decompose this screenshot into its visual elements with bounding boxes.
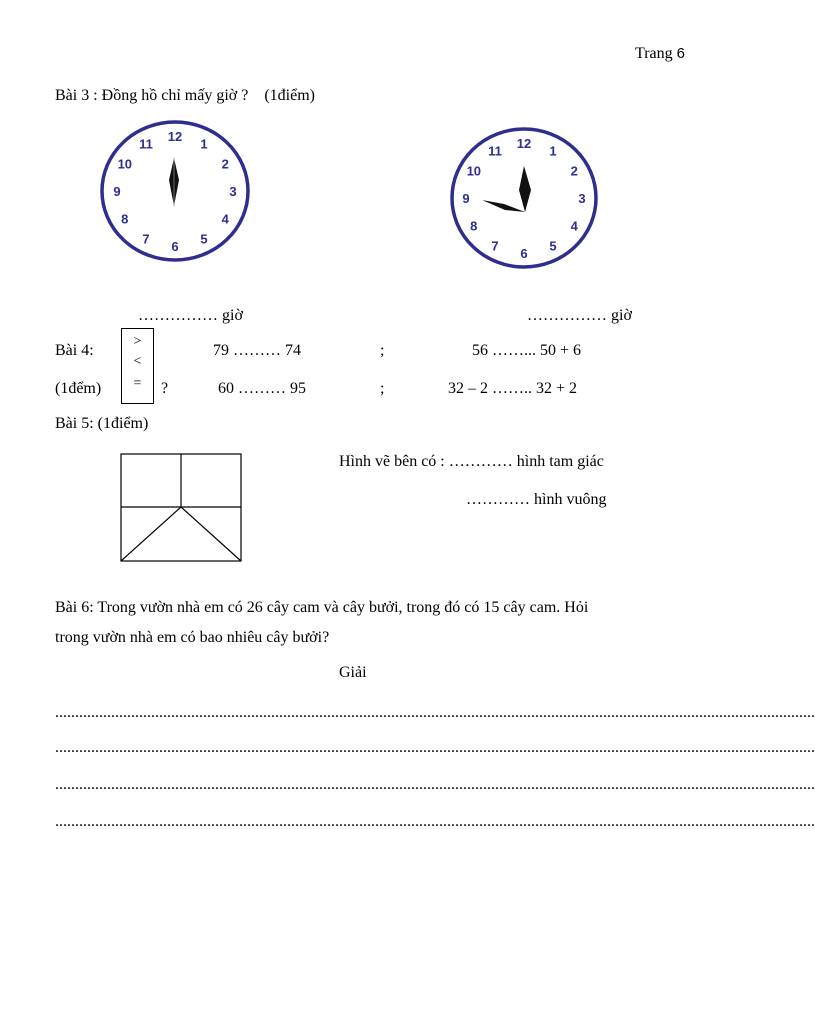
bai5-title: Bài 5: (1điểm) xyxy=(55,415,149,432)
square-count-prompt[interactable]: ………… hình vuông xyxy=(466,491,607,508)
bai3-heading xyxy=(55,88,315,104)
separator: ; xyxy=(380,342,385,359)
page-label: Trang xyxy=(635,45,673,62)
clock-right-number: 9 xyxy=(462,191,470,206)
clock-left-answer[interactable]: …………… giờ xyxy=(138,307,243,324)
page-number-value: 6 xyxy=(676,45,685,62)
answer-line[interactable]: .............................................................................................................................................................................................. xyxy=(55,739,815,756)
sign-equal: = xyxy=(133,376,142,391)
comparison-signs-box xyxy=(121,328,154,404)
clock-right-number: 4 xyxy=(570,218,578,234)
clock-left-number: 1 xyxy=(200,136,208,152)
compare-4[interactable]: 32 – 2 …….. 32 + 2 xyxy=(448,380,578,397)
clock-left-number: 4 xyxy=(221,211,229,227)
clock-right-number: 7 xyxy=(491,238,499,254)
bai4-question-mark: ? xyxy=(161,380,169,397)
clock-right-answer[interactable]: …………… giờ xyxy=(527,307,632,324)
bai3-points: (1điểm) xyxy=(264,87,315,104)
clock-left-number: 9 xyxy=(113,184,121,199)
clock-right-number: 5 xyxy=(549,238,557,254)
bai6-problem-line2: trong vườn nhà em có bao nhiêu cây bưởi? xyxy=(55,629,330,646)
compare-3[interactable]: 60 ……… 95 xyxy=(218,380,306,397)
clock-right-number: 8 xyxy=(470,218,478,234)
clock-left-number: 7 xyxy=(142,231,150,247)
clock-left xyxy=(97,118,253,264)
clock-right-number: 11 xyxy=(488,143,502,159)
clock-right-number: 6 xyxy=(520,246,528,261)
answer-line[interactable]: .............................................................................................................................................................................................. xyxy=(55,704,815,721)
clock-left-number: 8 xyxy=(121,211,129,227)
answer-line[interactable]: .............................................................................................................................................................................................. xyxy=(55,776,815,793)
clock-left-number: 12 xyxy=(167,129,183,144)
triangle-count-prompt[interactable]: Hình vẽ bên có : ………… hình tam giác xyxy=(339,453,604,470)
clock-left-number: 11 xyxy=(139,136,153,152)
clock-left-number: 6 xyxy=(171,239,179,254)
bai4-points: (1đểm) xyxy=(55,380,102,397)
bai3-title: Bài 3 : Đồng hồ chỉ mấy giờ ? xyxy=(55,87,249,104)
sign-greater: > xyxy=(133,334,142,349)
solution-label: Giải xyxy=(339,664,367,681)
clock-right-number: 3 xyxy=(578,191,586,206)
separator: ; xyxy=(380,380,385,397)
clock-right-number: 12 xyxy=(516,136,532,151)
clock-right xyxy=(449,126,605,276)
clock-left-number: 3 xyxy=(229,184,237,199)
bai4-title: Bài 4: xyxy=(55,342,94,359)
sign-less: < xyxy=(133,354,142,369)
compare-2[interactable]: 56 ……... 50 + 6 xyxy=(472,342,582,359)
clock-left-number: 5 xyxy=(200,231,208,247)
clock-left-number: 10 xyxy=(117,156,133,172)
compare-1[interactable]: 79 ……… 74 xyxy=(213,342,301,359)
clock-right-number: 2 xyxy=(570,163,578,179)
shape-figure xyxy=(120,453,243,563)
clock-right-number: 10 xyxy=(466,163,482,179)
answer-line[interactable]: .............................................................................................................................................................................................. xyxy=(55,813,815,830)
clock-right-number: 1 xyxy=(549,143,557,159)
clock-left-number: 2 xyxy=(221,156,229,172)
bai6-problem-line1: Bài 6: Trong vườn nhà em có 26 cây cam và cây bưởi, trong đó có 15 cây cam. Hỏi xyxy=(55,599,589,616)
page-number xyxy=(635,46,685,62)
